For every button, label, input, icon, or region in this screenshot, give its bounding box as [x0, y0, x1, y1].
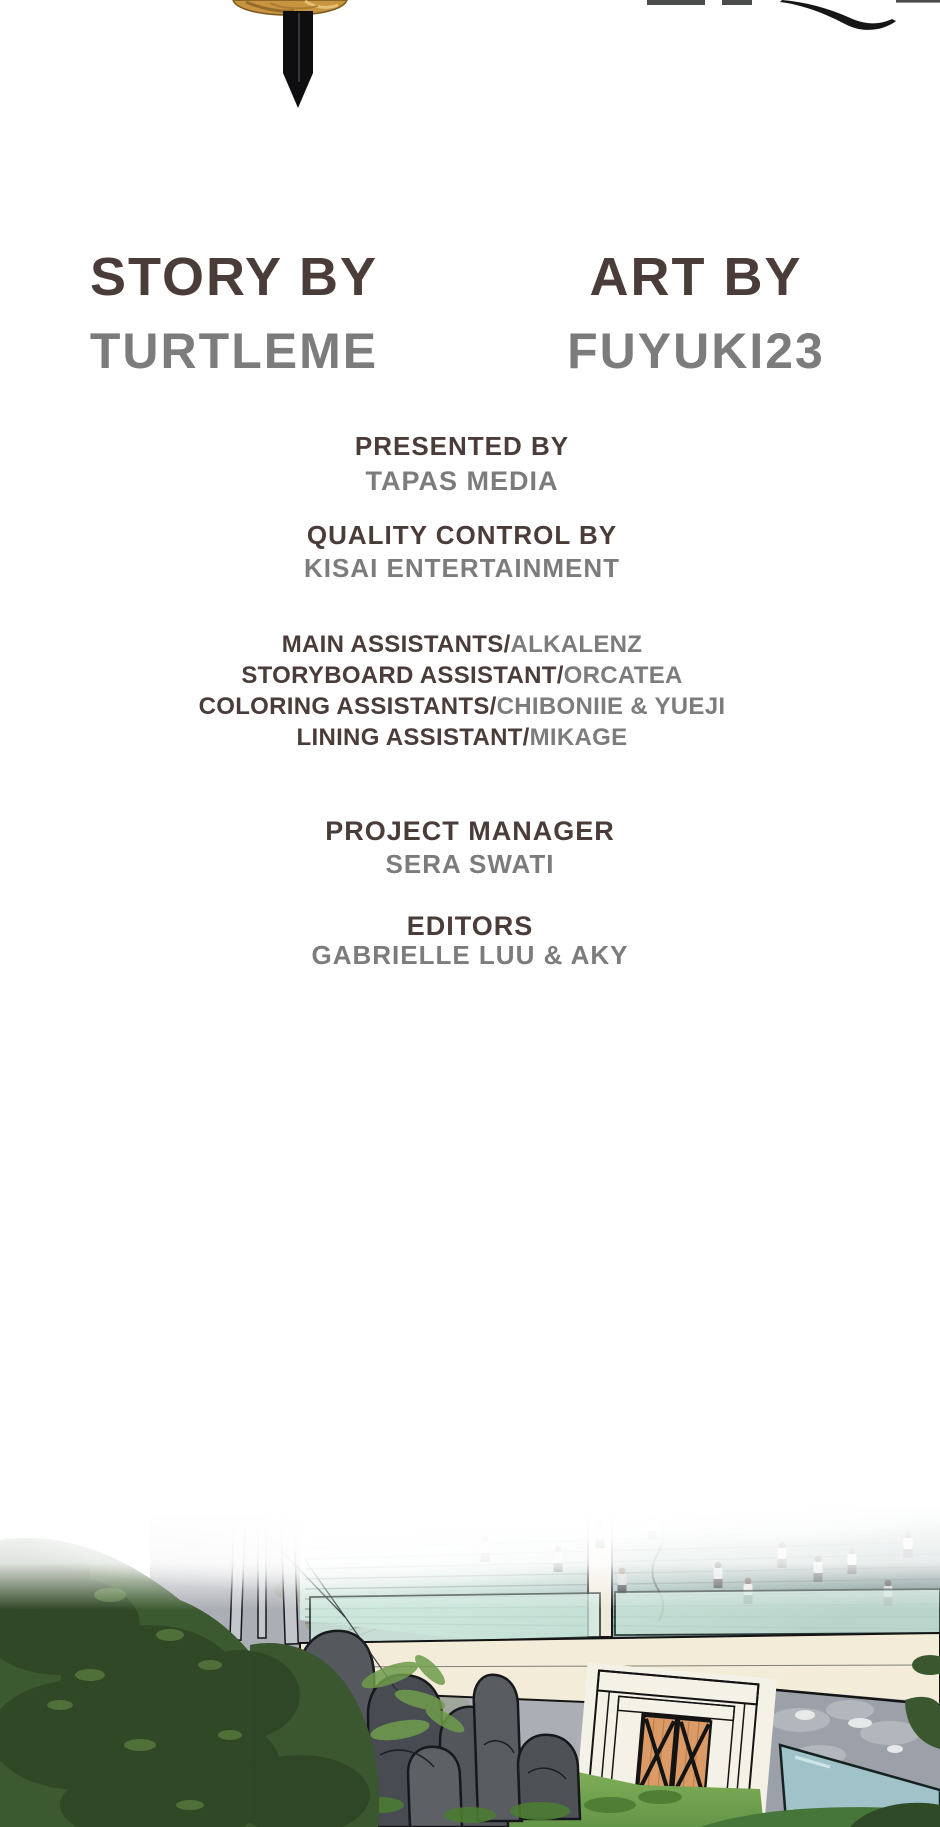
logo-fragment-bar: [647, 0, 705, 5]
presented-by-label: PRESENTED BY: [354, 431, 570, 461]
staff-separator: /: [556, 662, 564, 689]
quality-control-name: KISAI ENTERTAINMENT: [303, 553, 621, 583]
staff-row: [0, 722, 924, 753]
presented-by-name: TAPAS MEDIA: [365, 466, 559, 496]
logo-flourish-icon: [770, 0, 940, 34]
staff-role: MAIN ASSISTANTS: [281, 631, 504, 658]
staff-separator: /: [522, 724, 530, 751]
staff-separator: /: [489, 693, 497, 720]
fade-gradient: [0, 1505, 940, 1610]
staff-name: ALKALENZ: [510, 631, 643, 658]
sword-tip-icon: [210, 0, 370, 118]
staff-row: [0, 691, 924, 722]
staff-name: CHIBONIIE & YUEJI: [496, 693, 726, 720]
staff-separator: /: [503, 631, 511, 658]
staff-name: MIKAGE: [529, 724, 628, 751]
staff-role: STORYBOARD ASSISTANT: [241, 662, 557, 689]
quality-control-label: QUALITY CONTROL BY: [306, 520, 618, 550]
editors-label: EDITORS: [406, 911, 534, 941]
staff-row: [0, 660, 924, 691]
art-by-label: ART BY: [589, 247, 803, 307]
project-manager-name: SERA SWATI: [385, 849, 555, 879]
staff-name: ORCATEA: [563, 662, 683, 689]
project-manager-label: PROJECT MANAGER: [325, 816, 615, 846]
staff-role: LINING ASSISTANT: [296, 724, 523, 751]
art-author: FUYUKI23: [567, 323, 825, 379]
editors-name: GABRIELLE LUU & AKY: [311, 940, 629, 970]
story-by-label: STORY BY: [89, 247, 379, 307]
campus-illustration: [0, 1505, 940, 1827]
story-author: TURTLEME: [89, 323, 379, 379]
staff-row: [0, 629, 924, 660]
staff-credits: [0, 629, 924, 753]
staff-role: COLORING ASSISTANTS: [198, 693, 490, 720]
logo-fragment-bar: [722, 0, 752, 5]
